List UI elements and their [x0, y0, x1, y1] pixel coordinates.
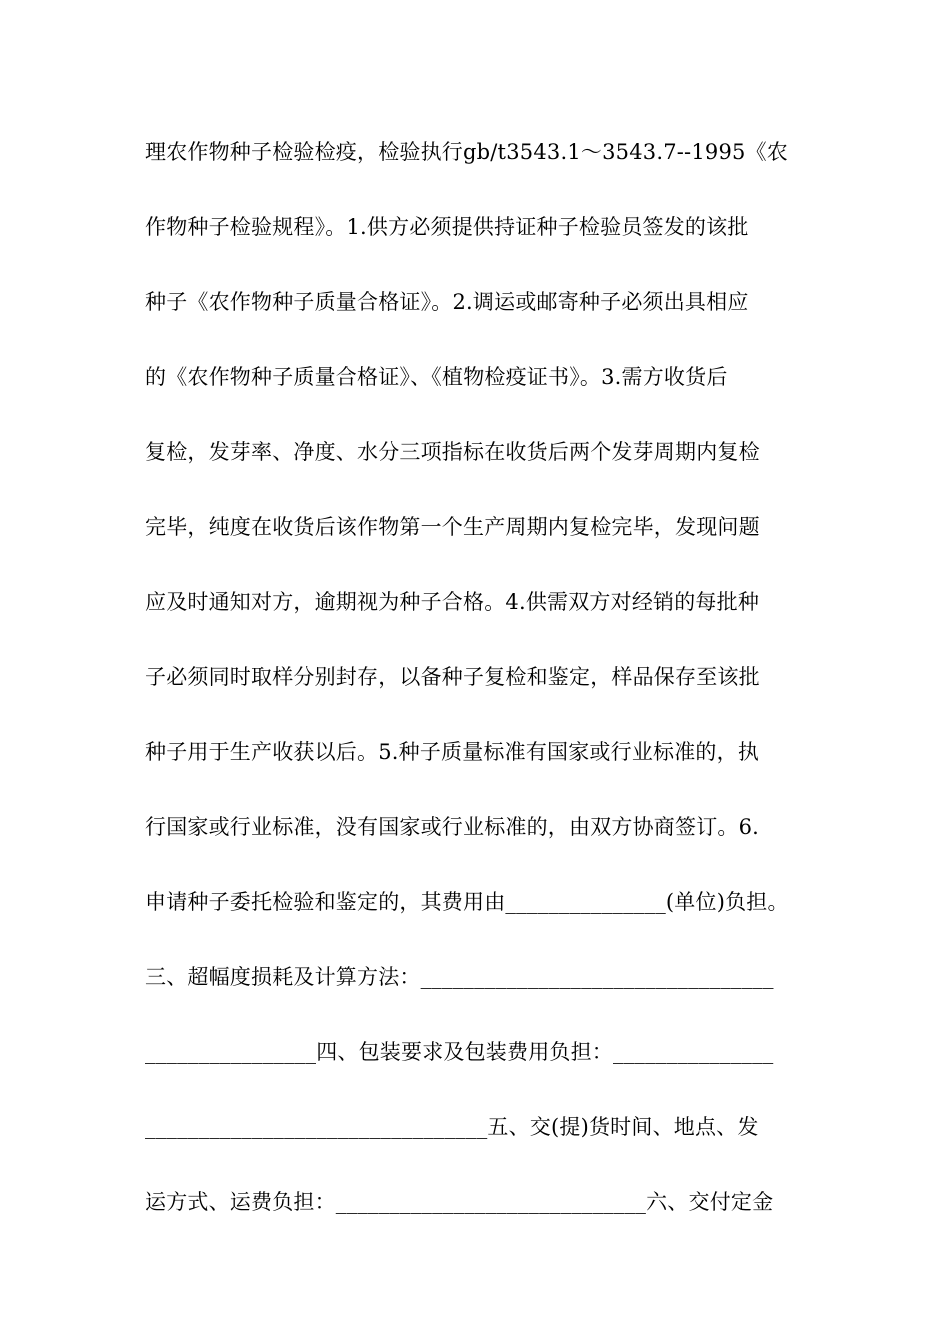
- text-line: 运方式、运费负担：_____________________________六、交付定金: [145, 1190, 774, 1214]
- text-line: ________________四、包装要求及包装费用负担：_______________: [145, 1040, 774, 1064]
- text-line: 三、超幅度损耗及计算方法：_________________________________: [145, 965, 774, 989]
- text-line: 应及时通知对方，逾期视为种子合格。4.供需双方对经销的每批种: [145, 590, 760, 614]
- text-line: ________________________________五、交(提)货时间、地点、发: [145, 1115, 759, 1139]
- text-line: 复检，发芽率、净度、水分三项指标在收货后两个发芽周期内复检: [145, 440, 760, 464]
- text-line: 种子《农作物种子质量合格证》。2.调运或邮寄种子必须出具相应: [145, 290, 749, 314]
- document-body: [145, 132, 815, 1257]
- text-line: 作物种子检验规程》。1.供方必须提供持证种子检验员签发的该批: [145, 215, 749, 239]
- text-line: 理农作物种子检验检疫，检验执行gb/t3543.1～3543.7--1995《农: [145, 140, 788, 164]
- text-line: 申请种子委托检验和鉴定的，其费用由_______________(单位)负担。: [145, 890, 789, 914]
- text-line: 种子用于生产收获以后。5.种子质量标准有国家或行业标准的，执: [145, 740, 760, 764]
- text-line: 的《农作物种子质量合格证》、《植物检疫证书》。3.需方收货后: [145, 365, 728, 389]
- text-line: 行国家或行业标准，没有国家或行业标准的，由双方协商签订。6.: [145, 815, 760, 839]
- text-line: 子必须同时取样分别封存，以备种子复检和鉴定，样品保存至该批: [145, 665, 760, 689]
- text-line: 完毕，纯度在收货后该作物第一个生产周期内复检完毕，发现问题: [145, 515, 760, 539]
